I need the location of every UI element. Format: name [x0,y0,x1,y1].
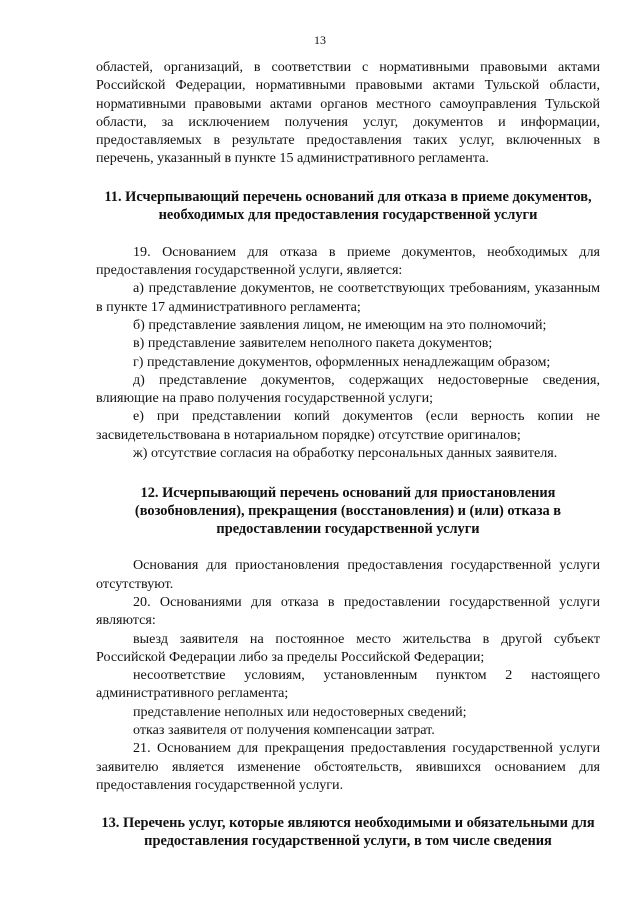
list-item-d: д) представление документов, содержащих недостоверные сведения, влияющие на право получения государственной услуги; [96,371,600,407]
section-11-heading: 11. Исчерпывающий перечень оснований для отказа в приеме документов, необходимых для предоставления государственной услуги [104,188,592,223]
list-item-g: г) представление документов, оформленных ненадлежащим образом; [133,353,551,370]
paragraph-19: 19. Основанием для отказа в приеме документов, необходимых для предоставления государственной услуги, является: [96,243,600,279]
list-item-a: а) представление документов, не соответствующих требованиям, указанным в пункте 17 административного регламента; [96,280,600,315]
refusal-ground-2: несоответствие условиям, установленным пунктом 2 настоящего административного регламента; [96,667,600,702]
paragraph-21: 21. Основанием для прекращения предоставления государственной услуги заявителю является изменение обстоятельств, явившихся основанием для предоставления государственной услуги. [96,740,600,793]
list-item-b: б) представление заявления лицом, не имеющим на это полномочий; [133,316,547,333]
page-content [96,58,600,850]
list-item-e: е) при представлении копий документов (если верность копии не засвидетельствована в нотариальном порядке) отсутствие оригиналов; [96,408,600,443]
list-item-zh: ж) отсутствие согласия на обработку персональных данных заявителя. [133,445,558,462]
paragraph-no-grounds: Основания для приостановления предоставления государственной услуги отсутствуют. [96,557,600,592]
refusal-ground-1: выезд заявителя на постоянное место жительства в другой субъект Российской Федерации либо за пределы Российской Федерации; [96,630,600,665]
section-12-heading: 12. Исчерпывающий перечень оснований для приостановления (возобновления), прекращения (восстановления) и (или) отказа в предоставлении государственной услуги [134,485,562,538]
section-13-heading: 13. Перечень услуг, которые являются необходимыми и обязательными для предоставления государственной услуги, в том числе сведения [101,815,595,850]
paragraph-20: 20. Основаниями для отказа в предоставлении государственной услуги являются: [96,593,600,629]
refusal-ground-3: представление неполных или недостоверных сведений; [133,703,467,720]
refusal-ground-4: отказ заявителя от получения компенсации затрат. [133,722,435,739]
intro-paragraph: областей, организаций, в соответствии с нормативными правовыми актами Российской Федерации, нормативными правовыми актами Тульской области, нормативными правовыми актами органов местного самоуправления Тульской области, за исключением получения услуг, документов и информации, предоставляемых в результате предоставления таких услуг, включенных в перечень, указанный в пункте 15 административного регламента. [96,59,600,167]
page-number: 13 [314,33,326,47]
list-item-v: в) представление заявителем неполного пакета документов; [133,335,493,352]
